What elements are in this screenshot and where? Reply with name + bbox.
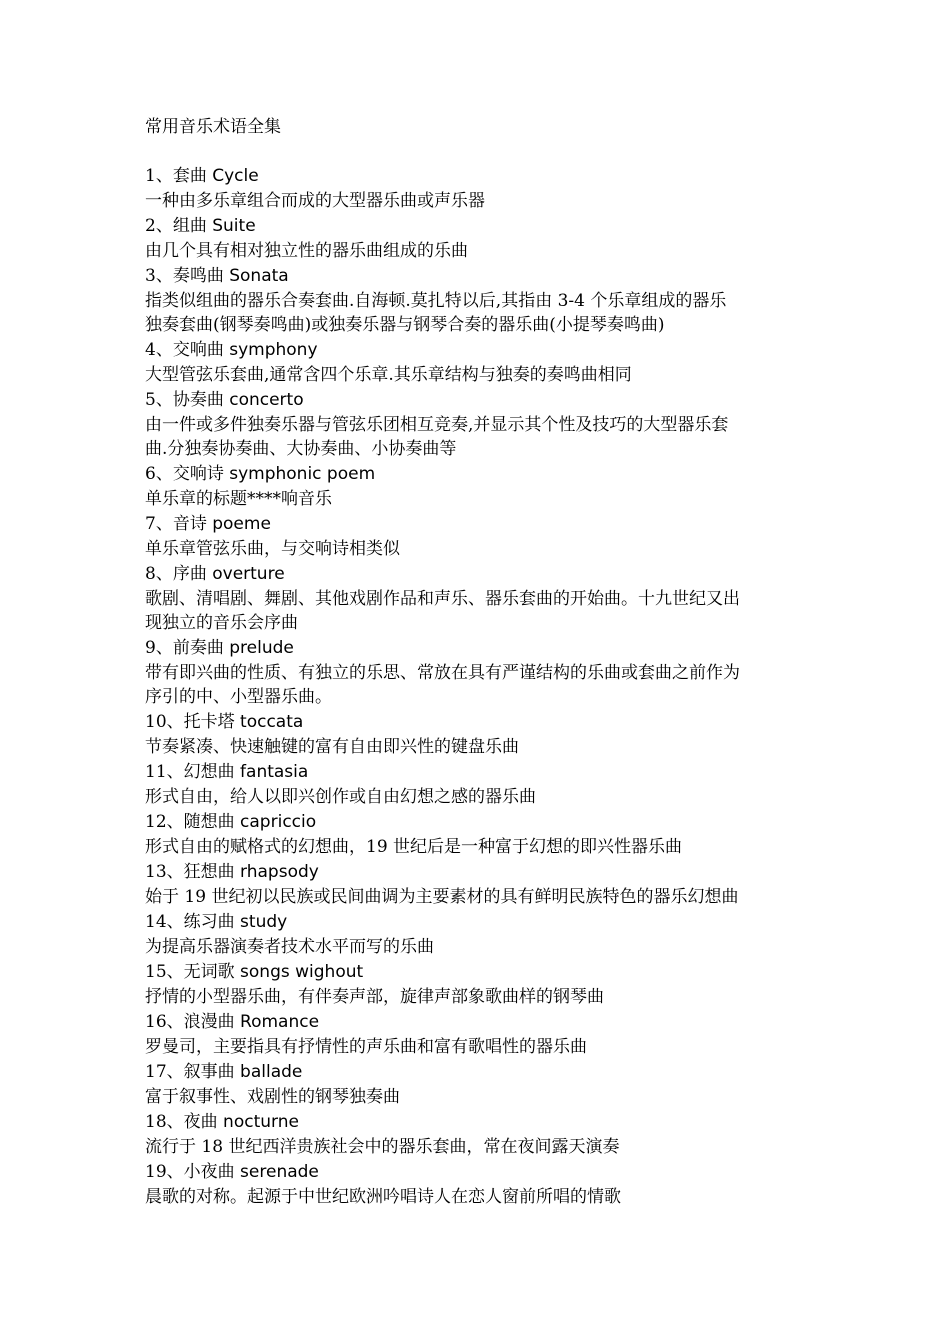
term-heading (145, 1059, 830, 1085)
term-heading (145, 1159, 830, 1185)
term-english: capriccio (240, 812, 317, 832)
term-number-chinese: 19、小夜曲 (145, 1162, 241, 1182)
term-english: Suite (212, 216, 256, 236)
term-number-chinese: 7、音诗 (145, 514, 213, 534)
term-description: 现独立的音乐会序曲 (145, 613, 298, 633)
term-description: 带有即兴曲的性质、有独立的乐思、常放在具有严谨结构的乐曲或套曲之前作为 (145, 663, 740, 683)
term-entry (145, 959, 830, 1009)
term-english: Romance (240, 1012, 320, 1032)
term-description: 形式自由，给人以即兴创作或自由幻想之感的器乐曲 (145, 787, 536, 807)
term-description: 独奏套曲(钢琴奏鸣曲)或独奏乐器与钢琴合奏的器乐曲(小提琴奏鸣曲) (145, 315, 665, 335)
term-number-chinese: 8、序曲 (145, 564, 213, 584)
term-number-chinese: 12、随想曲 (145, 812, 241, 832)
term-number-chinese: 6、交响诗 (145, 464, 230, 484)
term-description: 晨歌的对称。起源于中世纪欧洲吟唱诗人在恋人窗前所唱的情歌 (145, 1187, 621, 1207)
term-english: symphony (229, 340, 318, 360)
term-entry (145, 1009, 830, 1059)
term-number-chinese: 10、托卡塔 (145, 712, 241, 732)
term-heading (145, 759, 830, 785)
term-heading (145, 709, 830, 735)
term-description: 单乐章管弦乐曲，与交响诗相类似 (145, 539, 400, 559)
term-entry (145, 263, 830, 337)
term-entry (145, 511, 830, 561)
term-english: symphonic poem (229, 464, 376, 484)
term-heading (145, 561, 830, 587)
term-english: ballade (240, 1062, 303, 1082)
term-number-chinese: 4、交响曲 (145, 340, 230, 360)
term-english: prelude (229, 638, 294, 658)
term-english: Cycle (212, 166, 259, 186)
term-description: 形式自由的赋格式的幻想曲，19 世纪后是一种富于幻想的即兴性器乐曲 (145, 837, 683, 857)
term-entry (145, 809, 830, 859)
term-description: 由几个具有相对独立性的器乐曲组成的乐曲 (145, 241, 468, 261)
term-description: 抒情的小型器乐曲，有伴奏声部，旋律声部象歌曲样的钢琴曲 (145, 987, 604, 1007)
term-english: fantasia (240, 762, 309, 782)
term-number-chinese: 14、练习曲 (145, 912, 241, 932)
term-heading (145, 337, 830, 363)
term-english: Sonata (229, 266, 289, 286)
term-number-chinese: 9、前奏曲 (145, 638, 230, 658)
term-heading (145, 263, 830, 289)
term-english: serenade (240, 1162, 319, 1182)
document-title: 常用音乐术语全集 (145, 117, 281, 137)
term-heading (145, 213, 830, 239)
term-entry (145, 635, 830, 709)
term-entry (145, 859, 830, 909)
term-description: 由一件或多件独奏乐器与管弦乐团相互竞奏,并显示其个性及技巧的大型器乐套 (145, 415, 729, 435)
term-entry (145, 337, 830, 387)
term-entry (145, 561, 830, 635)
term-description: 大型管弦乐套曲,通常含四个乐章.其乐章结构与独奏的奏鸣曲相同 (145, 365, 632, 385)
term-heading (145, 1009, 830, 1035)
term-entry (145, 461, 830, 511)
term-description: 曲.分独奏协奏曲、大协奏曲、小协奏曲等 (145, 439, 457, 459)
term-heading (145, 461, 830, 487)
term-english: nocturne (223, 1112, 299, 1132)
term-entry (145, 1109, 830, 1159)
term-heading (145, 859, 830, 885)
term-number-chinese: 15、无词歌 (145, 962, 241, 982)
term-heading (145, 1109, 830, 1135)
term-english: study (240, 912, 288, 932)
term-heading (145, 163, 830, 189)
term-number-chinese: 18、夜曲 (145, 1112, 224, 1132)
term-number-chinese: 5、协奏曲 (145, 390, 230, 410)
term-description: 歌剧、清唱剧、舞剧、其他戏剧作品和声乐、器乐套曲的开始曲。十九世纪又出 (145, 589, 740, 609)
term-description: 为提高乐器演奏者技术水平而写的乐曲 (145, 937, 434, 957)
term-heading (145, 959, 830, 985)
term-number-chinese: 17、叙事曲 (145, 1062, 241, 1082)
term-heading (145, 511, 830, 537)
term-entry (145, 709, 830, 759)
term-description: 序引的中、小型器乐曲。 (145, 687, 332, 707)
term-description: 单乐章的标题****响音乐 (145, 489, 332, 509)
term-number-chinese: 2、组曲 (145, 216, 213, 236)
term-description: 始于 19 世纪初以民族或民间曲调为主要素材的具有鲜明民族特色的器乐幻想曲 (145, 887, 739, 907)
term-entry (145, 213, 830, 263)
term-number-chinese: 11、幻想曲 (145, 762, 241, 782)
term-entry (145, 1159, 830, 1209)
term-heading (145, 809, 830, 835)
term-number-chinese: 13、狂想曲 (145, 862, 241, 882)
term-english: poeme (212, 514, 271, 534)
term-number-chinese: 3、奏鸣曲 (145, 266, 230, 286)
term-english: concerto (229, 390, 304, 410)
term-heading (145, 635, 830, 661)
term-heading (145, 909, 830, 935)
term-number-chinese: 16、浪漫曲 (145, 1012, 241, 1032)
term-description: 一种由多乐章组合而成的大型器乐曲或声乐器 (145, 191, 485, 211)
term-english: overture (212, 564, 285, 584)
term-description: 罗曼司，主要指具有抒情性的声乐曲和富有歌唱性的器乐曲 (145, 1037, 587, 1057)
term-english: toccata (240, 712, 304, 732)
term-number-chinese: 1、套曲 (145, 166, 213, 186)
term-description: 节奏紧凑、快速触键的富有自由即兴性的键盘乐曲 (145, 737, 519, 757)
term-description: 指类似组曲的器乐合奏套曲.自海顿.莫扎特以后,其指由 3-4 个乐章组成的器乐 (145, 291, 727, 311)
term-english: songs wighout (240, 962, 364, 982)
term-description: 富于叙事性、戏剧性的钢琴独奏曲 (145, 1087, 400, 1107)
term-entry (145, 1059, 830, 1109)
term-list (145, 163, 830, 1209)
term-entry (145, 759, 830, 809)
term-entry (145, 163, 830, 213)
term-english: rhapsody (240, 862, 319, 882)
term-description: 流行于 18 世纪西洋贵族社会中的器乐套曲，常在夜间露天演奏 (145, 1137, 620, 1157)
term-heading (145, 387, 830, 413)
term-entry (145, 909, 830, 959)
term-entry (145, 387, 830, 461)
